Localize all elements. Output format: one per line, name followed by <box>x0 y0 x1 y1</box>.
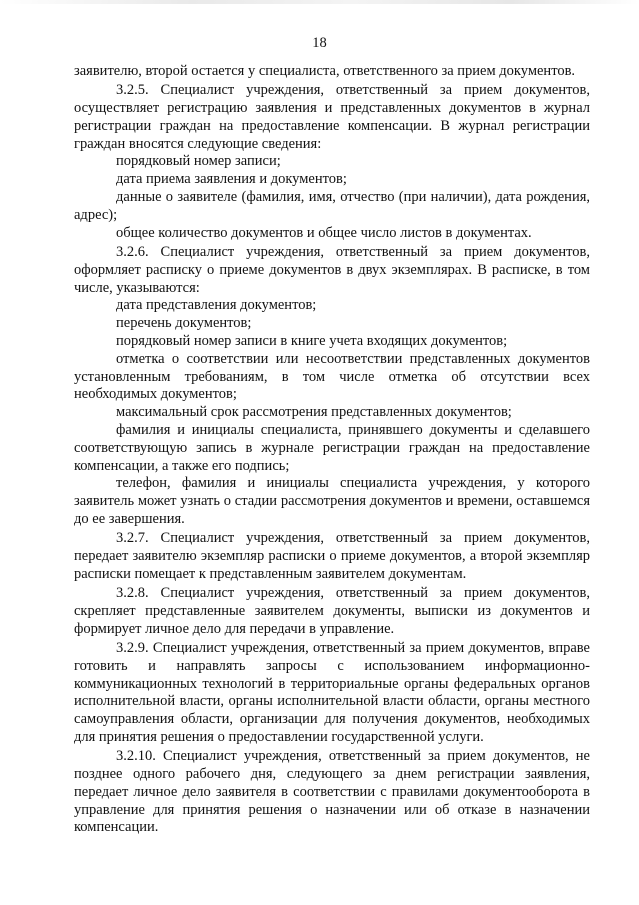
scan-edge <box>0 0 639 4</box>
list-item: порядковый номер записи; <box>116 153 281 170</box>
list-item: дата приема заявления и документов; <box>116 171 347 188</box>
list-item: общее количество документов и общее число листов в документах. <box>116 224 532 241</box>
list-item: фамилия и инициалы специалиста, принявшего документы и сделавшего соответствующую запись в журнале регистрации граждан на предоставление компенсации, а также его подпись; <box>74 421 590 474</box>
paragraph-continuation: заявителю, второй остается у специалиста, ответственного за прием документов. <box>74 63 576 79</box>
paragraph-3-2-5: 3.2.5. Специалист учреждения, ответственный за прием документов, осуществляет регистрацию заявления и представленных документов в журнал регистрации граждан на предоставление компенсации. В журнал регистрации граждан вносятся следующие сведения: <box>74 82 590 152</box>
list-item: перечень документов; <box>116 315 252 332</box>
list-item: данные о заявителе (фамилия, имя, отчество (при наличии), дата рождения, адрес); <box>74 189 590 223</box>
list-item: максимальный срок рассмотрения представленных документов; <box>116 404 512 421</box>
page-number: 18 <box>312 35 327 51</box>
list-item: порядковый номер записи в книге учета входящих документов; <box>116 332 508 349</box>
paragraph-3-2-7: 3.2.7. Специалист учреждения, ответственный за прием документов, передает заявителю экземпляр расписки о приеме документов, а второй экземпляр расписки помещает к представленным заявителем документам. <box>74 530 590 582</box>
paragraph-3-2-6: 3.2.6. Специалист учреждения, ответственный за прием документов, оформляет расписку о приеме документов в двух экземплярах. В расписке, в том числе, указываются: <box>74 243 590 296</box>
paragraph-3-2-10: 3.2.10. Специалист учреждения, ответственный за прием документов, не позднее одного рабочего дня, следующего за днем регистрации заявления, передает личное дело заявителя в соответствии с правилами документооборота в управление для принятия решения о назначении или об отказе в назначении компенсации. <box>74 748 590 836</box>
document-body <box>74 63 590 837</box>
list-item: телефон, фамилия и инициалы специалиста учреждения, у которого заявитель может узнать о стадии рассмотрения документов и времени, оставшемся до ее завершения. <box>74 475 590 527</box>
paragraph-3-2-9: 3.2.9. Специалист учреждения, ответственный за прием документов, вправе готовить и направлять запросы с использованием информационно-коммуникационных технологий в территориальные органы федеральных органов исполнительной власти, органы исполнительной власти области, органы местного самоуправления области, организации для получения документов, необходимых для принятия решения о предоставлении государственной услуги. <box>74 640 590 745</box>
list-item: дата представления документов; <box>116 297 317 314</box>
paragraph-3-2-8: 3.2.8. Специалист учреждения, ответственный за прием документов, скрепляет представленные заявителем документы, выписки из документов и формирует личное дело для передачи в управление. <box>74 585 590 637</box>
list-item: отметка о соответствии или несоответствии представленных документов установленным требованиям, в том числе отметка об отсутствии всех необходимых документов; <box>74 350 590 403</box>
